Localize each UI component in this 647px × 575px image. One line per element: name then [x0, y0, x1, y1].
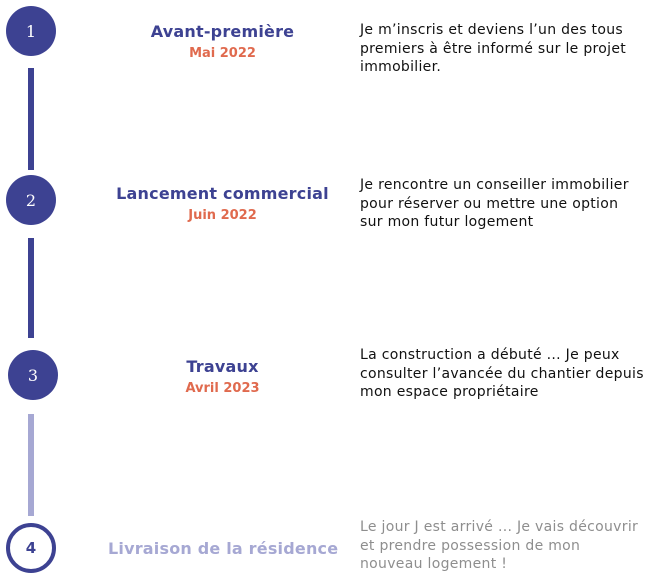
- timeline-connector-3-4: [28, 414, 34, 516]
- step-title: Travaux: [186, 357, 259, 376]
- step-date: Avril 2023: [185, 381, 260, 396]
- step-date: Mai 2022: [189, 46, 256, 61]
- step-description: La construction a débuté ... Je peux consulter l’avancée du chantier depuis mon espace propriétaire: [360, 347, 644, 400]
- step-number-badge: 1: [6, 6, 56, 56]
- step-number-badge: 4: [6, 523, 56, 573]
- step-description: Le jour J est arrivé ... Je vais découvrir et prendre possession de mon nouveau logement !: [360, 519, 639, 572]
- timeline-connector-2-3: [28, 238, 34, 338]
- step-heading: [110, 357, 335, 396]
- step-heading: [108, 539, 339, 558]
- step-title: Lancement commercial: [116, 184, 329, 203]
- step-description: Je m’inscris et deviens l’un des tous premiers à être informé sur le projet immobilier.: [360, 22, 627, 75]
- step-description: Je rencontre un conseiller immobilier pour réserver ou mettre une option sur mon futur logement: [360, 177, 629, 230]
- step-title: Livraison de la résidence: [108, 539, 339, 558]
- step-heading: [110, 184, 335, 223]
- step-title: Avant-première: [150, 22, 295, 41]
- step-date: Juin 2022: [188, 208, 257, 223]
- step-number-badge: 2: [6, 175, 56, 225]
- step-heading: [110, 22, 335, 61]
- step-number-badge: 3: [8, 350, 58, 400]
- timeline-connector-1-2: [28, 68, 34, 170]
